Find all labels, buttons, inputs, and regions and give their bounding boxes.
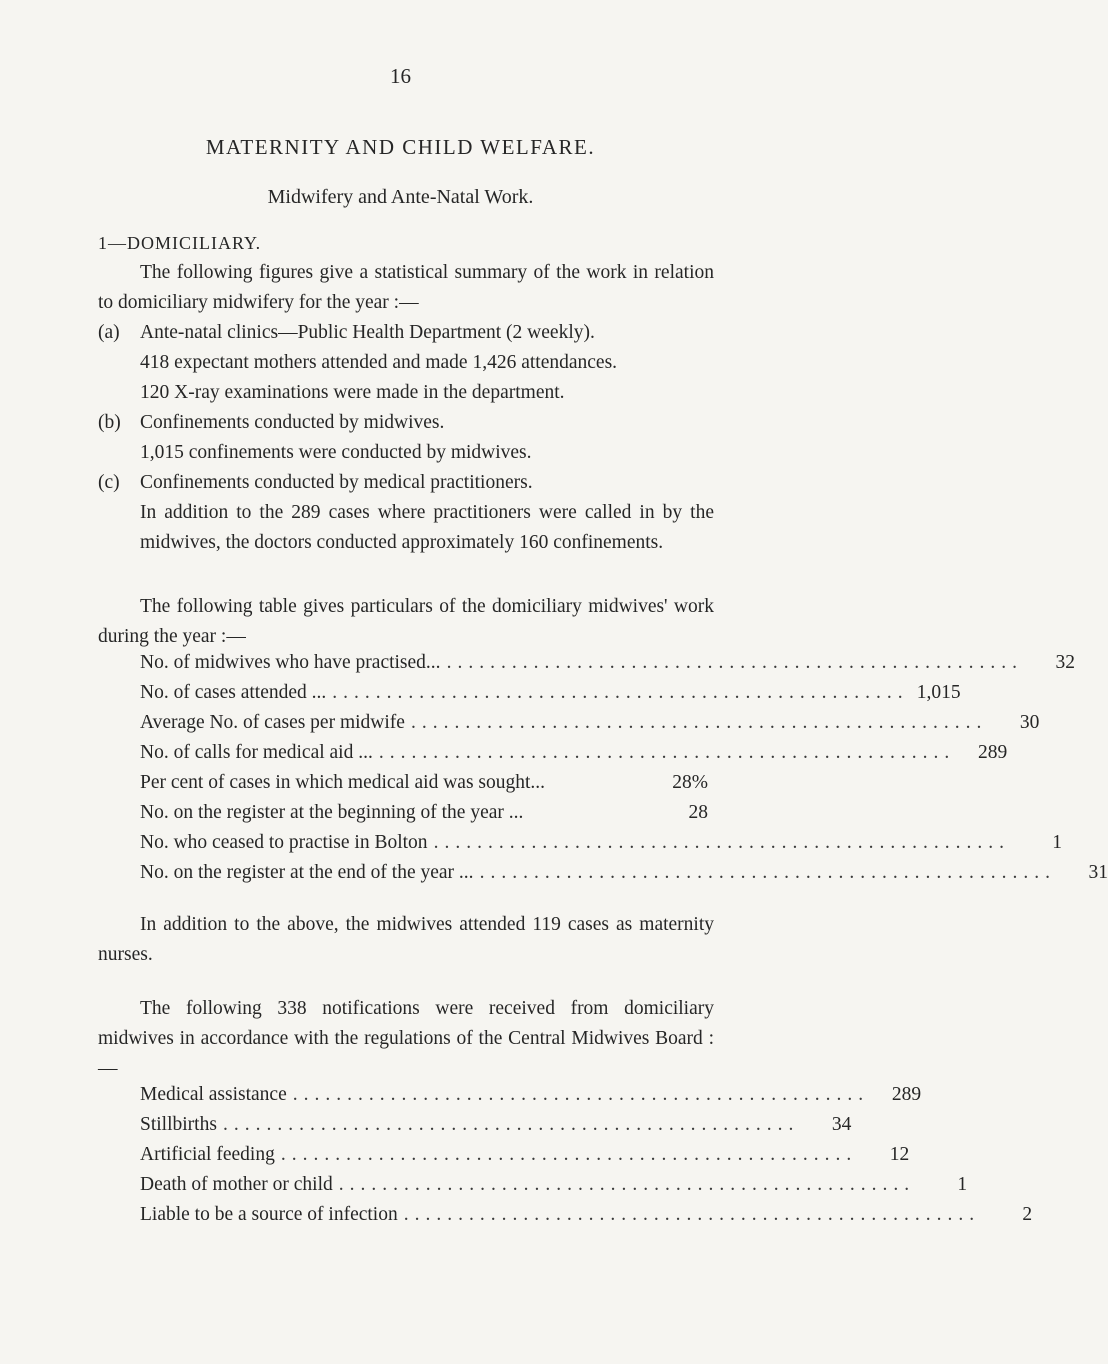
row-value: 12	[889, 1144, 910, 1165]
page-number: 16	[390, 64, 411, 88]
table-row: Artificial feeding ..................................................... 12	[140, 1140, 708, 1170]
row-label: No. who ceased to practise in Bolton	[140, 832, 428, 853]
row-label: Death of mother or child	[140, 1174, 333, 1195]
row-label: No. on the register at the beginning of the year ...	[140, 802, 524, 823]
row-label: Per cent of cases in which medical aid was sought...	[140, 772, 546, 793]
row-value: 1,015	[916, 682, 961, 703]
row-value: 289	[977, 742, 1008, 763]
table-row: No. who ceased to practise in Bolton ..................................................... 1	[140, 828, 708, 858]
row-value: 28%	[672, 772, 708, 793]
table-row: No. of midwives who have practised... ..................................................... 32	[140, 648, 708, 678]
row-value: 31	[1088, 862, 1108, 883]
table-row: No. of cases attended ... ..................................................... 1,015	[140, 678, 708, 708]
item-b	[98, 408, 714, 468]
page-subtitle: Midwifery and Ante-Natal Work.	[267, 186, 534, 208]
table-intro: The following table gives particulars of the domiciliary midwives' work during the year :—	[98, 596, 714, 647]
row-value: 1	[1052, 832, 1062, 853]
section-heading: 1—DOMICILIARY.	[98, 233, 262, 253]
row-value: 32	[1055, 652, 1075, 673]
row-value: 289	[891, 1084, 922, 1105]
row-value: 30	[1019, 712, 1040, 733]
row-label: No. on the register at the end of the year ...	[140, 862, 474, 883]
item-line: Confinements conducted by midwives.	[140, 412, 445, 433]
item-line: 418 expectant mothers attended and made 1,426 attendances.	[140, 352, 618, 373]
table-row	[140, 798, 708, 828]
table-row: No. of calls for medical aid ... ..................................................... 289	[140, 738, 708, 768]
item-label: (a)	[98, 322, 120, 343]
item-label: (c)	[98, 472, 120, 493]
row-label: No. of midwives who have practised...	[140, 652, 441, 673]
row-value: 28	[688, 802, 708, 823]
row-value: 34	[831, 1114, 852, 1135]
item-c	[98, 468, 714, 558]
page-title: MATERNITY AND CHILD WELFARE.	[205, 135, 596, 159]
table-row	[140, 768, 708, 798]
item-line: Ante-natal clinics—Public Health Department (2 weekly).	[140, 322, 595, 343]
row-label: No. of cases attended ...	[140, 682, 327, 703]
table-row: Stillbirths ..................................................... 34	[140, 1110, 708, 1140]
table-row: Liable to be a source of infection ..................................................... 2	[140, 1200, 708, 1230]
intro-paragraph: The following figures give a statistical summary of the work in relation to domiciliary midwifery for the year :—	[98, 262, 714, 313]
table-row: Death of mother or child ..................................................... 1	[140, 1170, 708, 1200]
table-row: No. on the register at the end of the year ... ..................................................... 31	[140, 858, 708, 888]
item-label: (b)	[98, 412, 121, 433]
row-label: Artificial feeding	[140, 1144, 275, 1165]
row-label: Liable to be a source of infection	[140, 1204, 398, 1225]
row-value: 2	[1022, 1204, 1033, 1225]
table-row: Average No. of cases per midwife ..................................................... 30	[140, 708, 708, 738]
row-label: Average No. of cases per midwife	[140, 712, 405, 733]
table-row: Medical assistance ..................................................... 289	[140, 1080, 708, 1110]
item-line: 120 X-ray examinations were made in the department.	[140, 382, 565, 403]
item-line: Confinements conducted by medical practitioners.	[140, 472, 533, 493]
row-label: No. of calls for medical aid ...	[140, 742, 373, 763]
row-label: Medical assistance	[140, 1084, 287, 1105]
addition-note: In addition to the above, the midwives attended 119 cases as maternity nurses.	[98, 914, 714, 965]
notifications-intro: The following 338 notifications were received from domiciliary midwives in accordance with the regulations of the Central Midwives Board :—	[98, 998, 714, 1079]
row-value: 1	[957, 1174, 968, 1195]
item-a	[98, 318, 714, 408]
item-line: In addition to the 289 cases where practitioners were called in by the midwives, the doctors conducted approximately 160 confinements.	[140, 502, 714, 553]
row-label: Stillbirths	[140, 1114, 217, 1135]
item-line: 1,015 confinements were conducted by midwives.	[140, 442, 532, 463]
